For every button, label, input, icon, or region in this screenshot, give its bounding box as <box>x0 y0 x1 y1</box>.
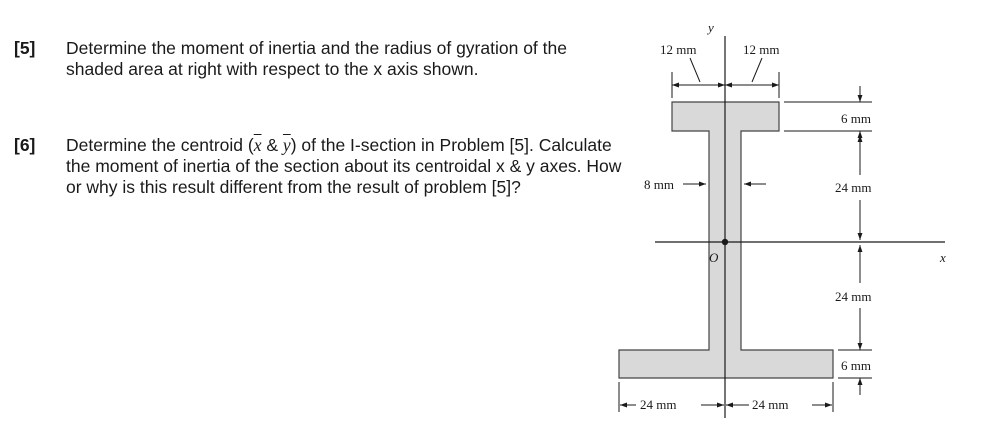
dim-bottom-right-label: 24 mm <box>752 397 789 412</box>
text-part: ) of the I-section in Problem [5]. Calculate the moment of inertia of the section about its centroidal x & y axes. How or why is this result different from the result of problem [5]? <box>66 135 622 197</box>
dim-bottom-left-label: 24 mm <box>640 397 677 412</box>
problem-number: [6] <box>14 135 36 155</box>
dim-web-upper-label: 24 mm <box>835 180 872 195</box>
dim-top-left-label: 12 mm <box>660 42 697 57</box>
origin-dot <box>722 239 728 245</box>
problem-text: Determine the moment of inertia and the radius of gyration of the shaded area at right with respect to the x axis shown. <box>66 38 567 79</box>
y-axis-label: y <box>708 20 714 35</box>
text-part: Determine the centroid ( <box>66 135 254 155</box>
dim-top-right-label: 12 mm <box>743 42 780 57</box>
problem-number: [5] <box>14 38 36 58</box>
dim-top-flange-thickness-label: 6 mm <box>841 111 871 126</box>
text-part: & <box>261 135 283 155</box>
dim-bottom-flange-thickness-label: 6 mm <box>841 358 871 373</box>
origin-label: O <box>709 250 719 265</box>
dim-web-width-label: 8 mm <box>644 177 674 192</box>
xbar-symbol: $\overline{x}$ <box>253 135 262 155</box>
ybar-symbol: $\overline{y}$ <box>282 135 291 155</box>
x-axis-label: x <box>940 250 946 265</box>
dim-web-lower-label: 24 mm <box>835 289 872 304</box>
